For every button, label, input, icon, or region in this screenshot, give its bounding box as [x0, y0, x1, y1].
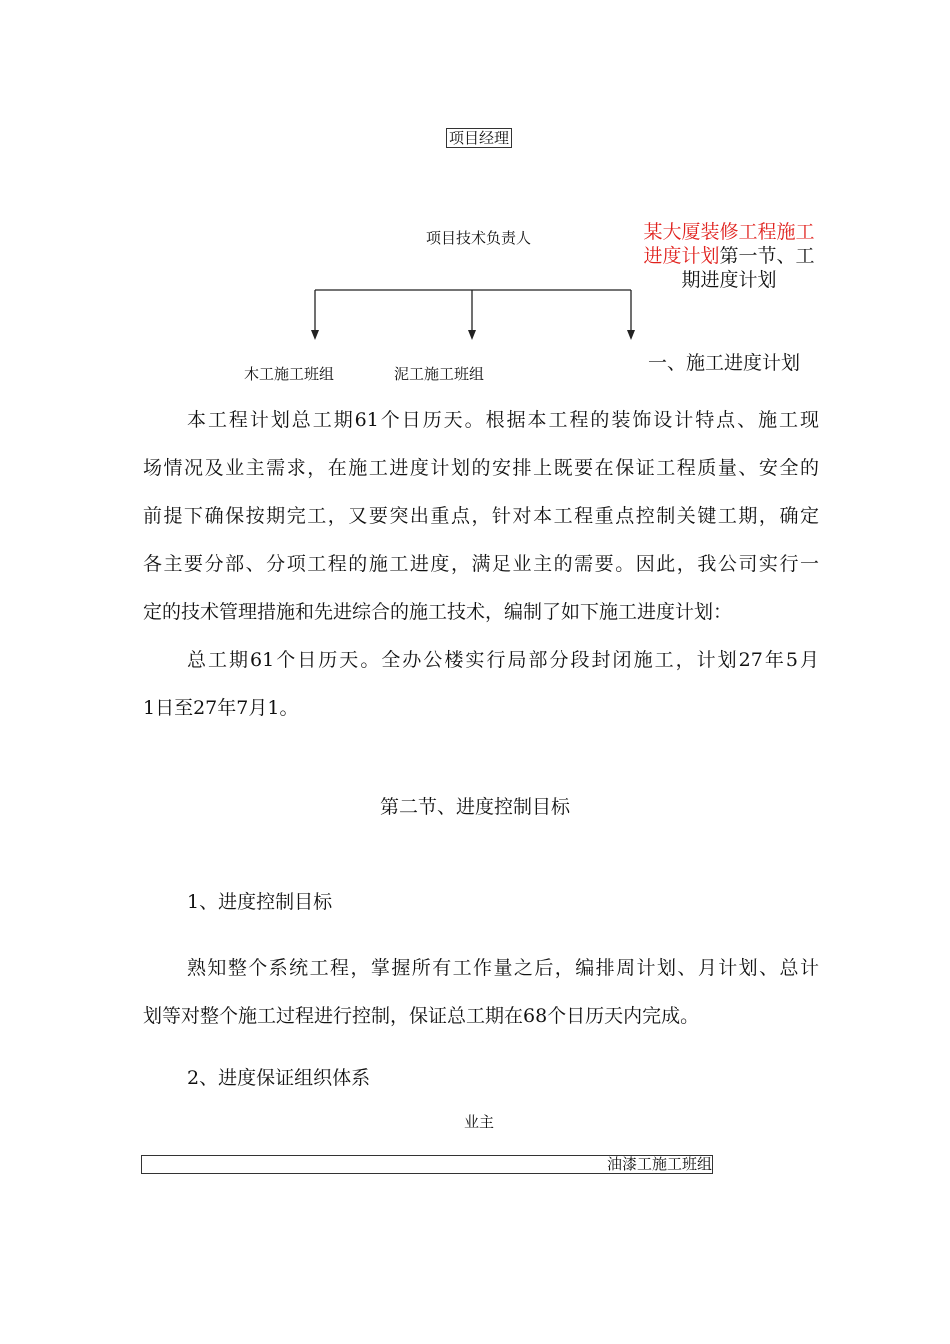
arrow-down-icon [468, 330, 476, 340]
paragraph-line: 熟知整个系统工程，掌握所有工作量之后，编排周计划、月计划、总计 [187, 957, 819, 979]
paragraph-line: 场情况及业主需求，在施工进度计划的安排上既要在保证工程质量、安全的 [143, 457, 819, 479]
org-team-masonry: 泥工施工班组 [394, 365, 485, 383]
org-label-tech-lead: 项目技术负责人 [426, 229, 532, 247]
paragraph-line: 定的技术管理措施和先进综合的施工技术，编制了如下施工进度计划： [143, 601, 733, 623]
org-chart-connector [300, 282, 650, 344]
paragraph-line: 前提下确保按期完工，又要突出重点，针对本工程重点控制关键工期，确定 [143, 505, 819, 527]
paragraph-schedule [143, 396, 819, 732]
org-team-painting: 油漆工施工班组 [606, 1155, 712, 1173]
section-two-title: 第二节、进度控制目标 [379, 796, 570, 818]
arrow-down-icon [311, 330, 319, 340]
org-label-owner: 业主 [464, 1113, 495, 1131]
subsection-title: 一、施工进度计划 [648, 352, 801, 374]
item-one-heading: 1、进度控制目标 [187, 891, 333, 913]
org-box-project-manager: 项目经理 [446, 128, 512, 148]
document-title [636, 220, 822, 292]
project-title: 某大厦装修工程施工进度计划 [643, 221, 815, 267]
paragraph-line: 各主要分部、分项工程的施工进度，满足业主的需要。因此，我公司实行一 [143, 553, 819, 575]
item-two-heading: 2、进度保证组织体系 [187, 1067, 371, 1089]
paragraph-line: 划等对整个施工过程进行控制，保证总工期在68个日历天内完成。 [143, 1005, 700, 1027]
arrow-down-icon [627, 330, 635, 340]
paragraph-control-goal [143, 944, 819, 1040]
paragraph-line: 1日至27年7月1。 [143, 697, 299, 719]
paragraph-line: 总工期61个日历天。全办公楼实行局部分段封闭施工，计划27年5月 [187, 649, 819, 671]
section-one-title: 第一节、工期进度计划 [681, 245, 815, 291]
org-box-painting-team [141, 1155, 713, 1174]
paragraph-line: 本工程计划总工期61个日历天。根据本工程的装饰设计特点、施工现 [187, 409, 819, 431]
org-team-carpentry: 木工施工班组 [244, 365, 335, 383]
